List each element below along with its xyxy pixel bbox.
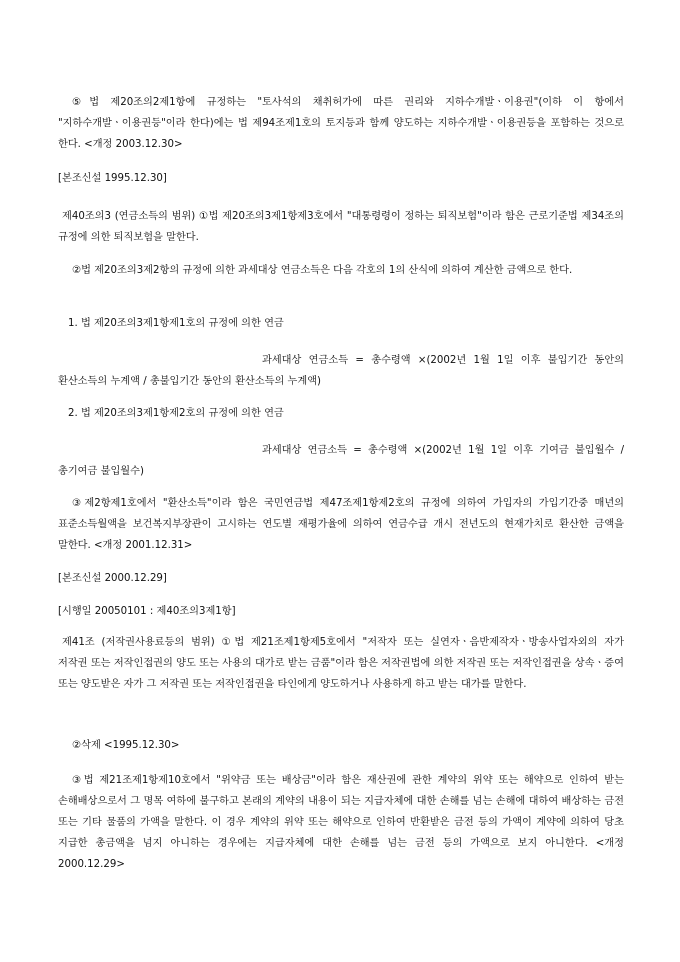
effective-date-note: [시행일 20050101 : 제40조의3제1항]: [58, 606, 236, 617]
enactment-note-2000: [본조신설 2000.12.29]: [58, 573, 167, 584]
formula-2: 과세대상 연금소득 = 총수령액 ×(2002년 1월 1일 이후 기여금 불입월수 / 총기여금 불입월수): [58, 445, 624, 477]
list-item-1: 1. 법 제20조의3제1항제1호의 규정에 의한 연금: [68, 318, 284, 329]
paragraph-art40-3-clause3: ③제2항제1호에서 "환산소득"이라 함은 국민연금법 제47조제1항제2호의 규정에 의하여 가입자의 가입기간중 매년의 표준소득월액을 보건복지부장관이 고시하는 연도별 재평가율에 의하여 연금수급 개시 전년도의 현재가치로 환산한 금액을 말한다. <개정 2001.12.31>: [58, 498, 624, 551]
enactment-note-1995: [본조신설 1995.12.30]: [58, 173, 167, 184]
paragraph-art40-2-clause5: ⑤법 제20조의2제1항에 규정하는 "토사석의 채취허가에 따른 권리와 지하수개발ㆍ이용권"(이하 이 항에서 "지하수개발ㆍ이용권등"이라 한다)에는 법 제94조제1호의 토지등과 함께 양도하는 지하수개발ㆍ이용권등을 포함하는 것으로 한다. <개정 2003.12.30>: [58, 97, 624, 150]
paragraph-art41-clause2: ②삭제 <1995.12.30>: [72, 740, 180, 751]
paragraph-art40-3-clause2: ②법 제20조의3제2항의 규정에 의한 과세대상 연금소득은 다음 각호의 1의 산식에 의하여 계산한 금액으로 한다.: [72, 265, 573, 276]
formula-1: 과세대상 연금소득 = 총수령액 ×(2002년 1월 1일 이후 불입기간 동안의 환산소득의 누계액 / 총불입기간 동안의 환산소득의 누계액): [58, 355, 624, 387]
list-item-2: 2. 법 제20조의3제1항제2호의 규정에 의한 연금: [68, 408, 284, 419]
paragraph-art41-clause1: 제41조 (저작권사용료등의 범위) ①법 제21조제1항제5호에서 "저작자 또는 실연자ㆍ음반제작자ㆍ방송사업자외의 자가 저작권 또는 저작인접권의 양도 또는 사용의 대가로 받는 금품"이라 함은 저작권법에 의한 저작권 또는 저작인접권을 상속ㆍ증여 또는 양도받은 자가 그 저작권 또는 저작인접권을 타인에게 양도하거나 사용하게 하고 받는 대가를 말한다.: [58, 637, 624, 690]
paragraph-art41-clause3: ③법 제21조제1항제10호에서 "위약금 또는 배상금"이라 함은 재산권에 관한 계약의 위약 또는 해약으로 인하여 받는 손해배상으로서 그 명목 여하에 불구하고 본래의 계약의 내용이 되는 지급자체에 대한 손해를 넘는 손해에 대하여 배상하는 금전 또는 기타 물품의 가액을 말한다. 이 경우 계약의 위약 또는 해약으로 인하여 반환받은 금전 등의 가액이 계약에 의하여 당초 지급한 총금액을 넘지 아니하는 경우에는 지급자체에 대한 손해를 넘는 금전 등의 가액으로 보지 아니한다. <개정 2000.12.29>: [58, 775, 624, 870]
paragraph-art40-3-clause1: 제40조의3 (연금소득의 범위) ①법 제20조의3제1항제3호에서 "대통령령이 정하는 퇴직보험"이라 함은 근로기준법 제34조의 규정에 의한 퇴직보험을 말한다.: [58, 211, 624, 243]
